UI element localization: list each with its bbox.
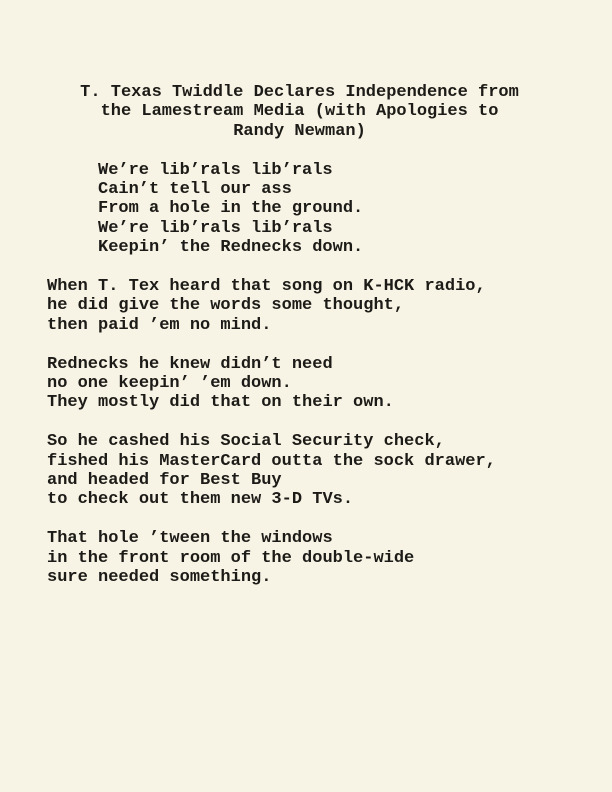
poem-stanza-chorus [98, 161, 552, 258]
poem-line: then paid ’em no mind. [47, 315, 272, 335]
poem-line: Rednecks he knew didn’t need [47, 354, 333, 374]
poem-title-line: Randy Newman) [233, 121, 366, 141]
poem-stanza-verse-1 [47, 277, 552, 335]
poem-line: Keepin’ the Rednecks down. [98, 238, 364, 258]
poem-line: From a hole in the ground. [98, 199, 364, 219]
poem-line: he did give the words some thought, [47, 296, 405, 316]
poem-stanza-verse-3 [47, 432, 552, 510]
poem-line: no one keepin’ ’em down. [47, 374, 292, 394]
poem-line: We’re lib’rals lib’rals [98, 160, 333, 180]
poem-stanza-verse-2 [47, 355, 552, 413]
poem-title-line: T. Texas Twiddle Declares Independence from [80, 83, 519, 102]
poem-line: to check out them new 3-D TVs. [47, 490, 354, 510]
poem-line: They mostly did that on their own. [47, 393, 394, 413]
poem-stanza-verse-4 [47, 529, 552, 587]
poem-line: We’re lib’rals lib’rals [98, 218, 333, 238]
poem-line: sure needed something. [47, 568, 272, 588]
poem-line: Cain’t tell our ass [98, 180, 292, 200]
poem-title [47, 83, 552, 141]
poem-line: When T. Tex heard that song on K-HCK radio, [47, 277, 486, 297]
poem-line: That hole ’tween the windows [47, 529, 333, 549]
poem-line: and headed for Best Buy [47, 471, 282, 491]
poem-title-line: the Lamestream Media (with Apologies to [100, 102, 499, 122]
poem-line: in the front room of the double-wide [47, 548, 415, 568]
poem-line: So he cashed his Social Security check, [47, 432, 445, 452]
poem-line: fished his MasterCard outta the sock drawer, [47, 451, 496, 471]
